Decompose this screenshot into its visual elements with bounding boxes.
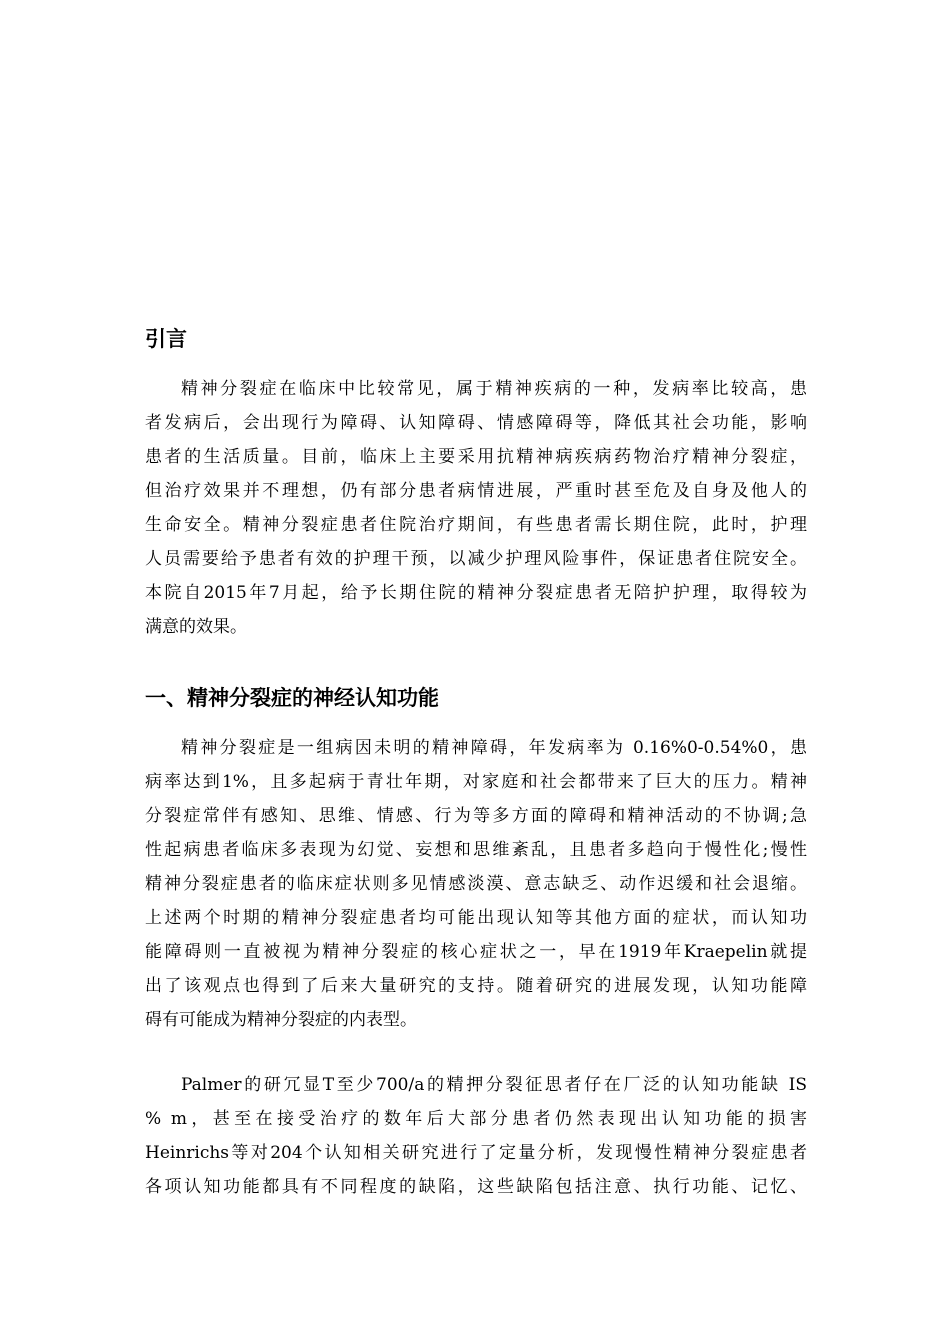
text-line: 能障碍则一直被视为精神分裂症的核心症状之一，早在1919年Kraepelin就提	[145, 942, 807, 962]
paragraph-neurocognitive-1	[145, 731, 807, 1037]
text-line: 人员需要给予患者有效的护理干预，以减少护理风险事件，保证患者住院安全。	[145, 549, 807, 569]
text-line: 性起病患者临床多表现为幻觉、妄想和思维紊乱，且患者多趋向于慢性化;慢性	[145, 840, 807, 860]
text-line: 上述两个时期的精神分裂症患者均可能出现认知等其他方面的症状，而认知功	[145, 908, 807, 928]
text-line: 本院自2015年7月起，给予长期住院的精神分裂症患者无陪护护理，取得较为	[145, 583, 807, 603]
text-line: 各项认知功能都具有不同程度的缺陷，这些缺陷包括注意、执行功能、记忆、	[145, 1177, 807, 1197]
text-line: 病率达到1%，且多起病于青壮年期，对家庭和社会都带来了巨大的压力。精神	[145, 772, 807, 792]
text-line: Heinrichs等对204个认知相关研究进行了定量分析，发现慢性精神分裂症患者	[145, 1143, 807, 1163]
paragraph-introduction	[145, 372, 807, 644]
text-line: 精神分裂症是一组病因未明的精神障碍，年发病率为 0.16%0-0.54%0，患	[181, 738, 807, 758]
paragraph-neurocognitive-2	[145, 1068, 807, 1204]
text-line: 但治疗效果并不理想，仍有部分患者病情进展，严重时甚至危及自身及他人的	[145, 481, 807, 501]
text-line: 精神分裂症在临床中比较常见，属于精神疾病的一种，发病率比较高，患	[181, 379, 807, 399]
text-line: 满意的效果。	[145, 617, 247, 637]
section-heading-neurocognitive: 一、精神分裂症的神经认知功能	[145, 686, 439, 710]
text-line: 者发病后，会出现行为障碍、认知障碍、情感障碍等，降低其社会功能，影响	[145, 413, 807, 433]
text-line: 生命安全。精神分裂症患者住院治疗期间，有些患者需长期住院，此时，护理	[145, 515, 807, 535]
text-line: 精神分裂症患者的临床症状则多见情感淡漠、意志缺乏、动作迟缓和社会退缩。	[145, 874, 807, 894]
text-line: 碍有可能成为精神分裂症的内表型。	[145, 1010, 417, 1030]
text-line: Palmer的研冗显T至少700/a的精押分裂征思者仔在厂泛的认知功能缺 IS	[181, 1075, 807, 1095]
text-line: 出了该观点也得到了后来大量研究的支持。随着研究的进展发现，认知功能障	[145, 976, 807, 996]
text-line: 分裂症常伴有感知、思维、情感、行为等多方面的障碍和精神活动的不协调;急	[145, 806, 807, 826]
text-line: % m，甚至在接受治疗的数年后大部分患者仍然表现出认知功能的损害	[145, 1109, 807, 1129]
section-heading-introduction: 引言	[145, 327, 187, 351]
text-line: 患者的生活质量。目前，临床上主要采用抗精神病疾病药物治疗精神分裂症，	[145, 447, 807, 467]
